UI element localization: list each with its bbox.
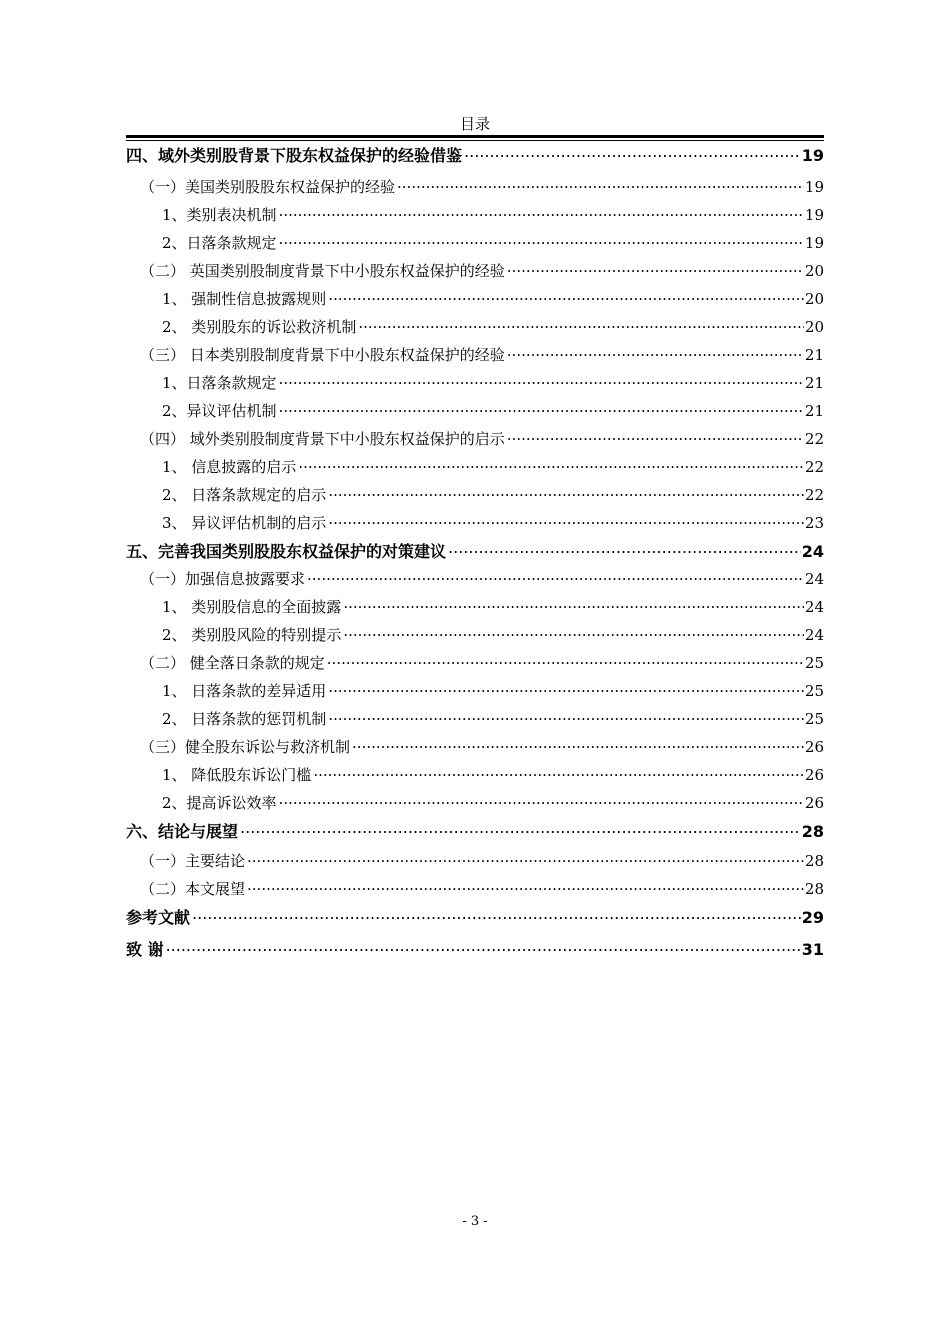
toc-entry[interactable] [126, 706, 824, 729]
toc-entry-title: 3、 异议评估机制的启示 [162, 514, 327, 532]
toc-dot-leader [277, 202, 804, 220]
toc-entry[interactable] [126, 202, 824, 225]
toc-entry-title: 1、 强制性信息披露规则 [162, 290, 327, 308]
toc-entry[interactable] [126, 482, 824, 505]
toc-dot-leader [505, 426, 804, 444]
toc-entry[interactable] [126, 174, 824, 197]
toc-dot-leader [277, 790, 804, 808]
toc-entry-title: （二） 健全落日条款的规定 [140, 654, 325, 672]
toc-dot-leader [277, 370, 804, 388]
toc-entry-page: 21 [804, 374, 824, 392]
toc-entry-page: 26 [804, 794, 824, 812]
toc-heading: 目录 [459, 115, 490, 133]
toc-entry-page: 22 [804, 430, 824, 448]
toc-entry-page: 23 [804, 514, 824, 532]
toc-entry-title: 2、 类别股风险的特别提示 [162, 626, 342, 644]
toc-dot-leader [311, 762, 804, 780]
toc-entry-page: 22 [804, 486, 824, 504]
toc-dot-leader [326, 286, 804, 304]
toc-entry-page: 25 [804, 654, 824, 672]
toc-entry[interactable] [126, 426, 824, 449]
toc-entry[interactable] [126, 904, 824, 928]
toc-dot-leader [190, 904, 801, 923]
toc-entry[interactable] [126, 142, 824, 166]
toc-entry-page: 21 [804, 346, 824, 364]
toc-entry[interactable] [126, 230, 824, 253]
toc-dot-leader [395, 174, 804, 192]
toc-entry[interactable] [126, 936, 824, 960]
toc-entry-title: （二）本文展望 [140, 880, 246, 898]
toc-entry[interactable] [126, 678, 824, 701]
toc-entry-title: 2、 日落条款的惩罚机制 [162, 710, 327, 728]
toc-entry[interactable] [126, 454, 824, 477]
toc-entry-page: 19 [804, 178, 824, 196]
toc-entry-title: 2、日落条款规定 [162, 234, 277, 252]
toc-entry[interactable] [126, 398, 824, 421]
toc-entry-page: 31 [801, 940, 824, 960]
toc-entry-title: 六、结论与展望 [126, 822, 239, 842]
toc-dot-leader [462, 142, 801, 161]
toc-dot-leader [305, 566, 804, 584]
header-rule-thick [126, 135, 824, 138]
toc-dot-leader [446, 538, 801, 557]
toc-entry-title: （一）美国类别股股东权益保护的经验 [140, 178, 396, 196]
toc-entry[interactable] [126, 790, 824, 813]
toc-entry[interactable] [126, 734, 824, 757]
toc-entry-page: 20 [804, 262, 824, 280]
toc-dot-leader [341, 594, 804, 612]
toc-entry-page: 24 [804, 570, 824, 588]
toc-entry-page: 28 [804, 880, 824, 898]
toc-entry-title: 五、完善我国类别股股东权益保护的对策建议 [126, 542, 447, 562]
toc-entry-title: （三） 日本类别股制度背景下中小股东权益保护的经验 [140, 346, 505, 364]
toc-entry-page: 24 [804, 598, 824, 616]
toc-entry[interactable] [126, 848, 824, 871]
toc-entry-title: 四、域外类别股背景下股东权益保护的经验借鉴 [126, 146, 463, 166]
toc-entry-page: 21 [804, 402, 824, 420]
toc-dot-leader [238, 818, 801, 837]
toc-dot-leader [277, 398, 804, 416]
toc-entry-page: 28 [804, 852, 824, 870]
toc-entry-title: 1、日落条款规定 [162, 374, 277, 392]
toc-entry[interactable] [126, 370, 824, 393]
toc-dot-leader [326, 510, 804, 528]
toc-dot-leader [505, 342, 804, 360]
toc-entry-page: 24 [804, 626, 824, 644]
toc-entry-title: （四） 域外类别股制度背景下中小股东权益保护的启示 [140, 430, 505, 448]
toc-dot-leader [245, 848, 804, 866]
toc-entry-title: （一）主要结论 [140, 852, 246, 870]
toc-dot-leader [350, 734, 804, 752]
toc-dot-leader [326, 678, 804, 696]
toc-entry[interactable] [126, 510, 824, 533]
toc-entry[interactable] [126, 342, 824, 365]
toc-entry-title: 1、 日落条款的差异适用 [162, 682, 327, 700]
toc-dot-leader [245, 876, 804, 894]
toc-entry[interactable] [126, 538, 824, 562]
toc-entry-title: 2、 类别股东的诉讼救济机制 [162, 318, 357, 336]
toc-entry-title: 2、 日落条款规定的启示 [162, 486, 327, 504]
toc-entry-page: 28 [801, 822, 824, 842]
toc-entry-page: 19 [801, 146, 824, 166]
toc-entry-title: 1、类别表决机制 [162, 206, 277, 224]
toc-dot-leader [341, 622, 804, 640]
toc-entry[interactable] [126, 258, 824, 281]
toc-entry-page: 29 [801, 908, 824, 928]
toc-entry-page: 24 [801, 542, 824, 562]
toc-dot-leader [505, 258, 804, 276]
toc-entry[interactable] [126, 622, 824, 645]
toc-dot-leader [356, 314, 804, 332]
toc-entry-title: （三）健全股东诉讼与救济机制 [140, 738, 351, 756]
header-rule-thin [126, 140, 824, 141]
toc-entry[interactable] [126, 818, 824, 842]
toc-dot-leader [326, 482, 804, 500]
toc-entry[interactable] [126, 650, 824, 673]
toc-entry-page: 19 [804, 206, 824, 224]
toc-entry[interactable] [126, 594, 824, 617]
toc-entry-title: （二） 英国类别股制度背景下中小股东权益保护的经验 [140, 262, 505, 280]
toc-entry-page: 25 [804, 682, 824, 700]
toc-entry-page: 19 [804, 234, 824, 252]
toc-dot-leader [277, 230, 804, 248]
toc-entry-page: 20 [804, 318, 824, 336]
toc-entry-page: 26 [804, 738, 824, 756]
toc-entry-title: 1、 类别股信息的全面披露 [162, 598, 342, 616]
toc-entry-page: 20 [804, 290, 824, 308]
toc-dot-leader [325, 650, 804, 668]
toc-entry-page: 25 [804, 710, 824, 728]
toc-entry-title: 2、提高诉讼效率 [162, 794, 277, 812]
toc-entry-title: 参考文献 [126, 908, 191, 928]
toc-entry[interactable] [126, 876, 824, 899]
toc-entry-title: 1、 降低股东诉讼门槛 [162, 766, 312, 784]
toc-entry-title: （一）加强信息披露要求 [140, 570, 306, 588]
toc-entry-title: 1、 信息披露的启示 [162, 458, 297, 476]
toc-entry-page: 26 [804, 766, 824, 784]
page-number: - 3 - [462, 1214, 488, 1229]
toc-entry[interactable] [126, 314, 824, 337]
toc-entry-page: 22 [804, 458, 824, 476]
toc-dot-leader [164, 936, 801, 955]
toc-dot-leader [296, 454, 804, 472]
toc-entry-title: 致 谢 [126, 940, 164, 960]
toc-entry[interactable] [126, 286, 824, 309]
toc-dot-leader [326, 706, 804, 724]
toc-entry-title: 2、异议评估机制 [162, 402, 277, 420]
toc-entry[interactable] [126, 566, 824, 589]
toc-entry[interactable] [126, 762, 824, 785]
